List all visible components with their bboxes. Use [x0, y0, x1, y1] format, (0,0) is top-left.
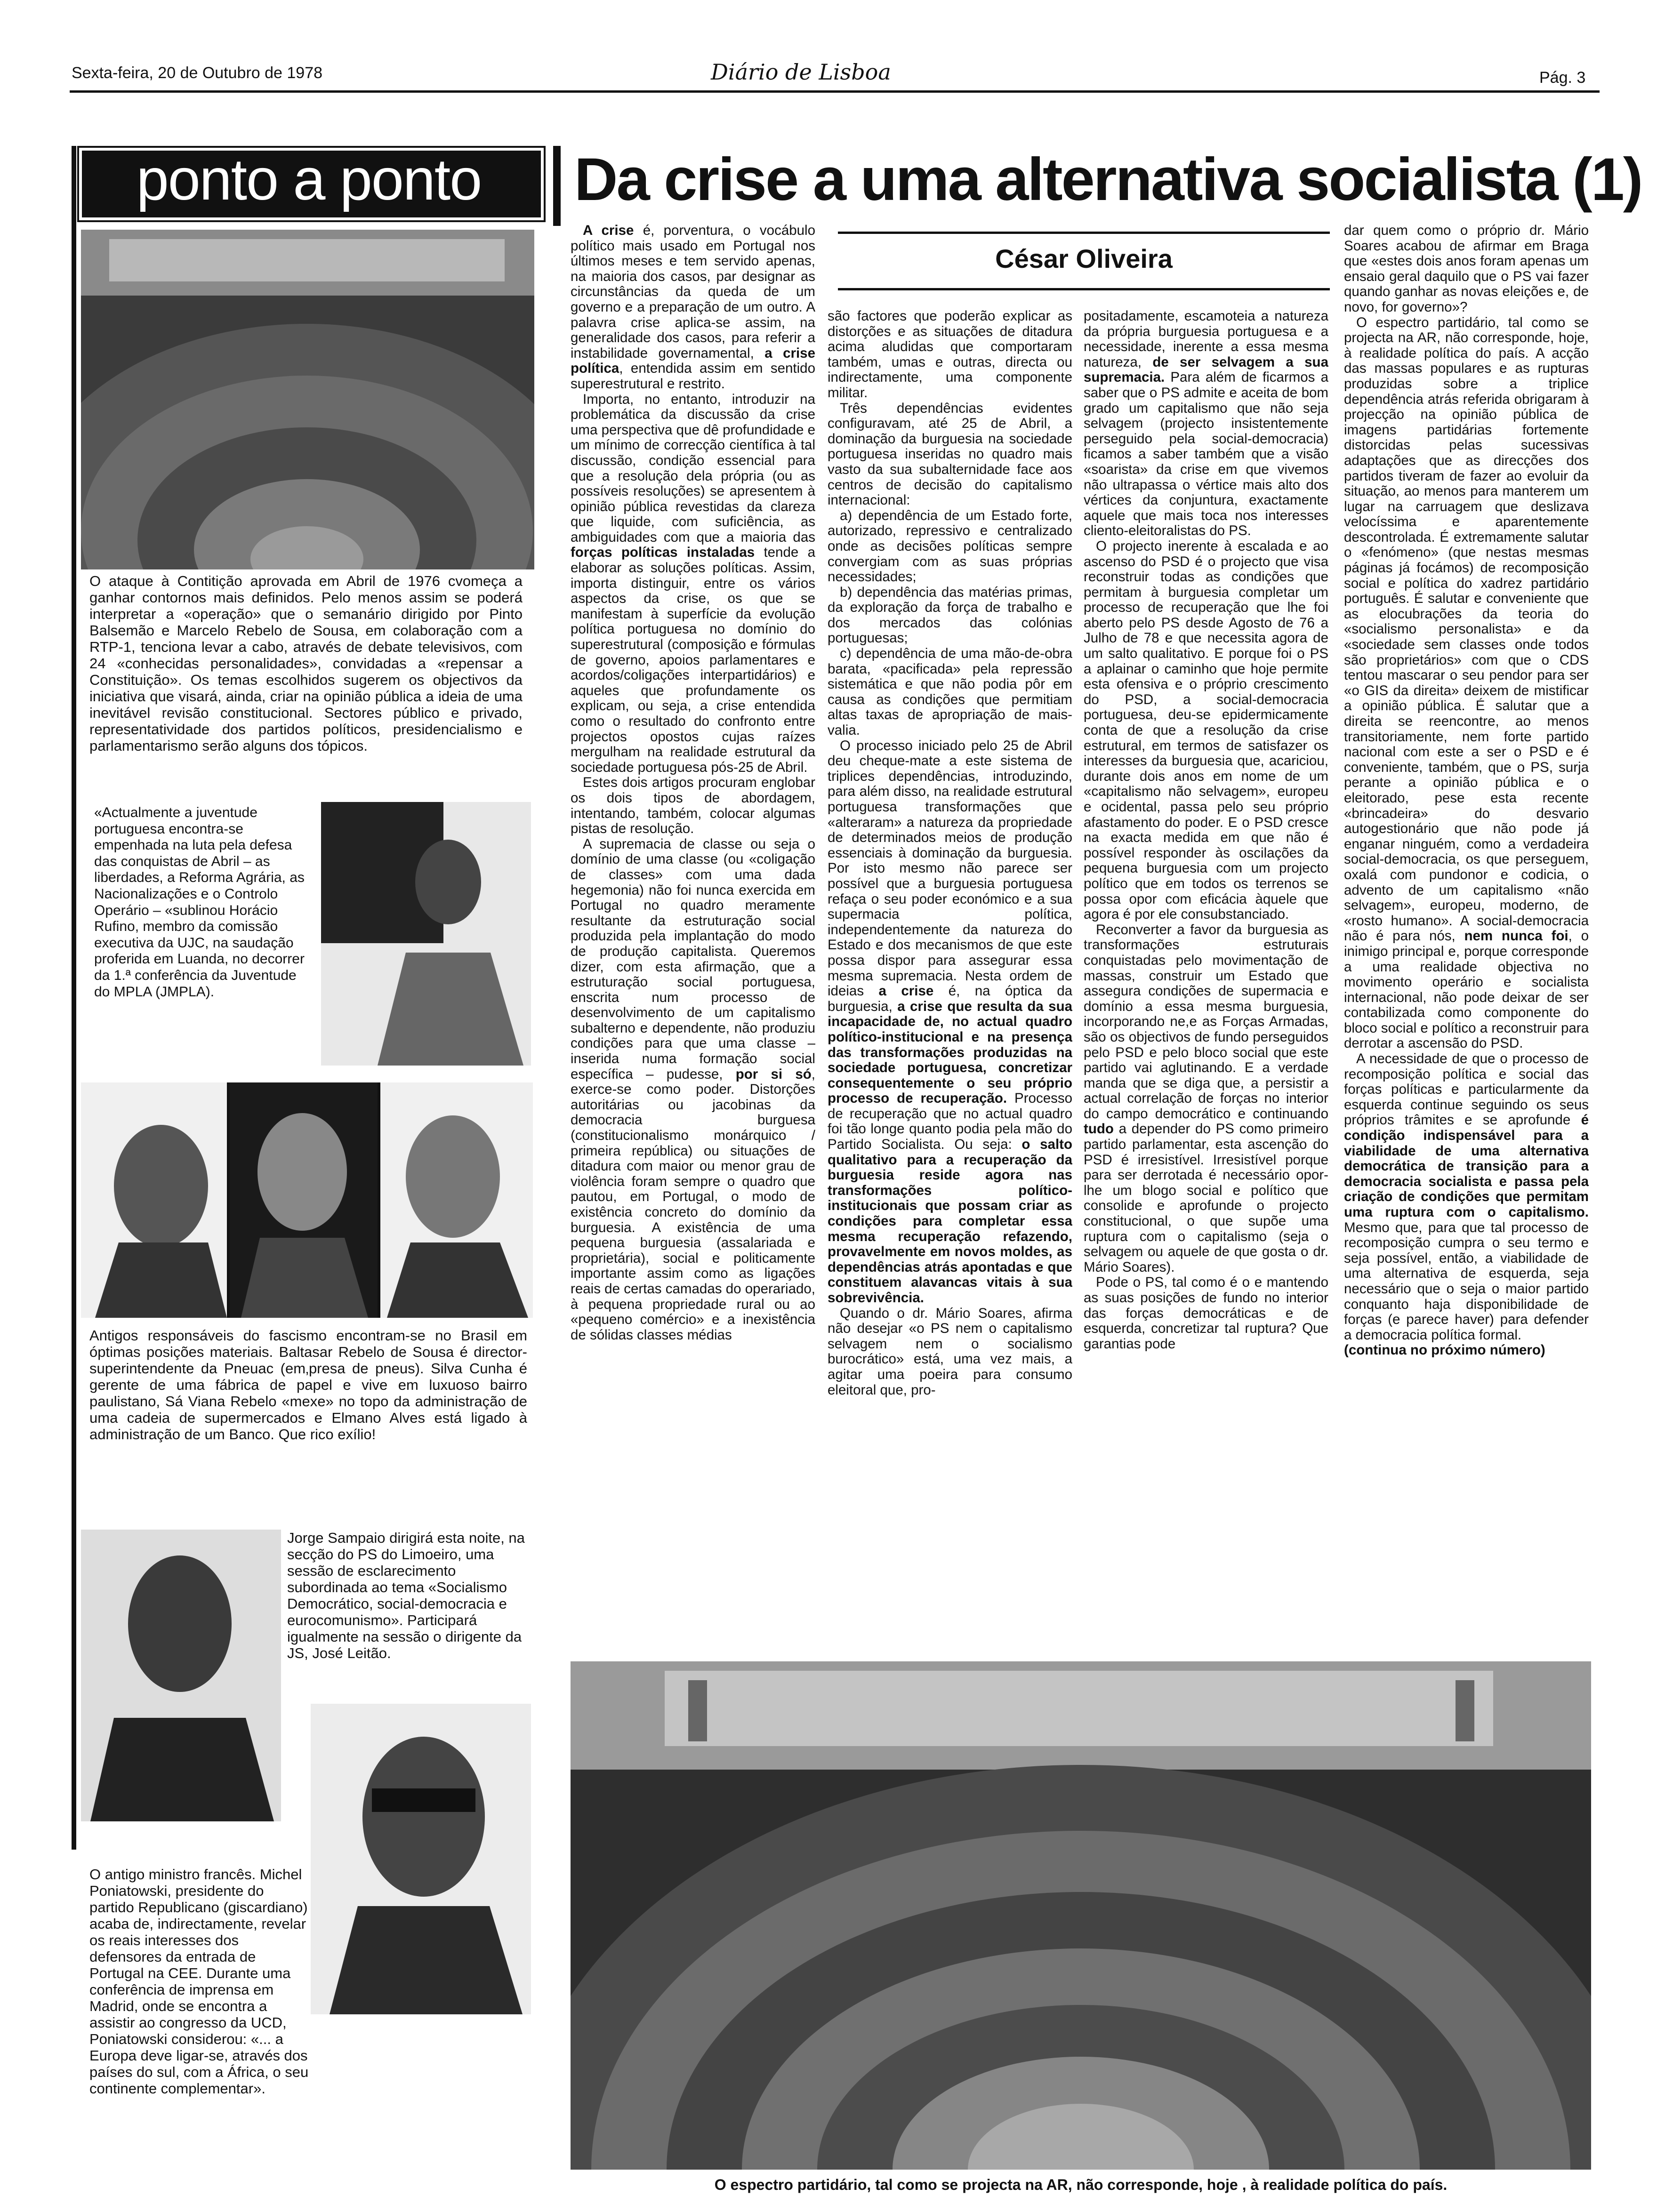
- portrait-photo-rufino: [321, 802, 531, 1066]
- sidebar-caption-youth: «Actualmente a juventude portuguesa encontra-se empenhada na luta pela defesa das conquistas de Abril – as liberdades, a Reforma Agrária, as Nacionalizações e o Controlo Operário – «sublinou Horácio Rufino, membro da comissão executiva da UJC, na saudação proferida em Luanda, no decorrer da 1.ª conferência da Juventude do MPLA (JMPLA).: [94, 805, 305, 1000]
- article-author: César Oliveira: [995, 244, 1173, 273]
- article-column-3: positadamente, escamoteia a natureza da própria burguesia portuguesa e a necessidade, inerente a essa mesma natureza, de ser selvagem a sua supremacia. Para além de ficarmos a saber que o PS admite e aceita de bom grado um capitalismo que não seja selvagem (projecto insistentemente perseguido pela social-democracia) ficamos a saber também que a visão «soarista» da crise em que vivemos não ultrapassa o vértice mais alto dos vértices da conjuntura, exactamente aquele que mais toca nos interesses cliento-eleitoralistas do PS. O projecto inerente à escalada e ao ascenso do PSD é o projecto que visa reconstruir todas as condições que permitam à burguesia completar um processo de recuperação que lhe foi aberto pelo PS desde Agosto de 76 a Julho de 78 e que necessita agora de um salto qualitativo. E porque foi o PS a aplainar o caminho que hoje permite esta ofensiva e o próprio crescimento do PSD, a social-democracia portuguesa, deu-se epidermicamente conta de que a resolução da crise estrutural, em termos de satisfazer os interesses da burguesia que, acariciou, durante dois anos em nome de um «capitalismo não selvagem», europeu e ocidental, passa pelo seu próprio afastamento do poder. E o PSD cresce na exacta medida em que não é possível responder às oscilações da pequena burguesia com um projecto político que em todos os terrenos se possa opor com eficácia àquele que agora é por ele consubstanciado. Reconverter a favor da burguesia as transformações estruturais conquistadas pelo movimentação de massas, construir um Estado que assegura condições de supermacia e domínio a essa mesma burguesia, incorporando ne,e as Forças Armadas, são os objectivos de fundo perseguidos pelo PSD e pelo bloco social que este partido vai aglutinando. E a verdade manda que se diga que, a persistir a actual correlação de forças no interior do campo democrático e continuando tudo a depender do PS como primeiro partido parlamentar, esta ascenção do PSD é irresistível. Irresistível porque para ser derrotada é necessário opor-lhe um blogo social e político que consolide e aprofunde o projecto constitucional, o que supõe uma ruptura com o capitalismo (seja o selvagem ou aquele de que gosta o dr. Mário Soares). Pode o PS, tal como é o e mantendo as suas posições de fundo no interior das forças democráticas e de esquerda, concretizar tal ruptura? Que garantias pode: [1084, 309, 1328, 1352]
- portrait-photo-poniatowski: [311, 1704, 531, 2014]
- portraits-fascists-photo: [81, 1082, 533, 1318]
- masthead-rule: [70, 90, 1600, 93]
- bottom-photo-caption: O espectro partidário, tal como se projecta na AR, não corresponde, hoje , à realidade política do país.: [714, 2176, 1448, 2193]
- sidebar-caption-sampaio: Jorge Sampaio dirigirá esta noite, na secção do PS do Limoeiro, uma sessão de esclarecimento subordinada ao tema «Socialismo Democrático, social-democracia e eurocomunismo». Participará igualmente na sessão o dirigente da JS, José Leitão.: [287, 1530, 525, 1661]
- article-column-1: A crise é, porventura, o vocábulo político mais usado em Portugal nos últimos meses e tem servido apenas, na maioria dos casos, par designar as circunstâncias da queda de um governo e a preparação de um outro. A palavra crise aplica-se assim, na generalidade dos casos, para referir a instabilidade governamental, a crise política, entendida assim em sentido superestrutural e restrito. Importa, no entanto, introduzir na problemática da discussão da crise uma perspectiva que dê profundidade e um mínimo de correcção científica à tal discussão, condição essencial para que a resolução dela própria (ou as possíveis resoluções) se apresentem à opinião pública revestidas da clareza que liquide, com suficiência, as ambiguidades com que a maioria das forças políticas instaladas tende a elaborar as soluções políticas. Assim, importa distinguir, entre os vários aspectos da crise, os que se manifestam à superfície da evolução política portuguesa no domínio do superestrutural (composição e fórmulas de governo, apoios parlamentares e acordos/coligações interpartidários) e aqueles que profundamente os explicam, ou seja, a crise entendida como o resultado do confronto entre projectos opostos cujas raízes mergulham na realidade estrutural da sociedade portuguesa pós-25 de Abril. Estes dois artigos procuram englobar os dois tipos de abordagem, intentando, também, colocar algumas pistas de resolução. A supremacia de classe ou seja o domínio de uma classe (ou «coligação de classes» com uma dada hegemonia) não foi nunca exercida em Portugal no quadro meramente resultante da estruturação social produzida pela implantação do modo de produção capitalista. Queremos dizer, com esta afirmação, que a estruturação social portuguesa, enscrita num processo de desenvolvimento de um capitalismo subalterno e dependente, não produziu condições para que uma classe – inserida numa formação social específica – pudesse, por si só, exerce-se como poder. Distorções autoritárias ou jacobinas da democracia burguesa (constitucionalismo monárquico / primeira república) ou situações de ditadura com maior ou menor grau de violência foram sempre o quadro que pautou, em Portugal, o modo de existência concreto do domínio da burguesia. A existência de uma pequena burguesia (assalariada e proprietária), social e politicamente importante assim como as ligações reais de certas camadas do operariado, à pequena propriedade rural ou ao «pequeno comércio» e a inexistência de sólidas classes médias: [571, 223, 815, 1343]
- portrait-photo-icon: [81, 1530, 281, 1821]
- portrait-photo-sampaio: [81, 1530, 281, 1821]
- sidebar-caption-poniatowski: O antigo ministro francês. Michel Poniatowski, presidente do partido Republicano (giscardiano) acaba de, indirectamente, revelar os reais interesses dos defensores da entrada de Portugal na CEE. Durante uma conferência de imprensa em Madrid, onde se encontra a assistir ao congresso da UCD, Poniatowski considerou: «... a Europa deve ligar-se, através dos países do sul, com a África, o seu continente complementar».: [89, 1866, 309, 2097]
- sidebar-title: ponto a ponto: [136, 147, 482, 212]
- portrait-photo-icon: [311, 1704, 531, 2014]
- parliament-photo-top: [81, 230, 534, 569]
- masthead-date: Sexta-feira, 20 de Outubro de 1978: [72, 64, 323, 82]
- parliament-photo-icon: [81, 230, 534, 569]
- portrait-photo-icon: [321, 802, 531, 1066]
- sidebar-caption-constitution: O ataque à Contitição aprovada em Abril de 1976 cvomeça a ganhar contornos mais definidos. Pelo menos assim se poderá interpretar a «operação» que o semanário dirigido por Pinto Balsemão e Marcelo Rebelo de Sousa, em colaboração com a RTP-1, tenciona levar a cabo, através de debate televisivos, com 24 «conhecidas personalidades», convidadas a «repensar a Constituição». Os temas escolhidos sugerem os objectivos da iniciativa que visará, ainda, criar na opinião pública a ideia de uma inevitável revisão constitucional. Sectores público e privado, representatividade dos partidos políticos, presidencialismo e parlamentarismo serão alguns dos tópicos.: [89, 573, 523, 754]
- sidebar-left-rule: [72, 146, 76, 1850]
- portrait-photo-icon: [81, 1082, 533, 1318]
- headline-left-rule: [553, 146, 561, 226]
- author-top-rule: [838, 232, 1330, 234]
- author-bottom-rule: [838, 288, 1330, 290]
- parliament-photo-bottom: [571, 1661, 1591, 2170]
- masthead-newspaper-name: Diário de Lisboa: [711, 59, 891, 85]
- article-headline: Da crise a uma alternativa socialista (1): [574, 146, 1642, 213]
- parliament-photo-icon: [571, 1661, 1591, 2170]
- sidebar-caption-fascists: Antigos responsáveis do fascismo encontram-se no Brasil em óptimas posições materiais. Baltasar Rebelo de Sousa é director-superintendente da Pneuac (em‚presa de pneus). Silva Cunha é gerente de uma fábrica de papel e vive em luxuoso bairro paulistano, Sá Viana Rebelo «mexe» no topo da administração de uma cadeia de supermercados e Elmano Alves está ligado à administração de um Banco. Que rico exílio!: [89, 1327, 527, 1443]
- masthead-page-number: Pág. 3: [1539, 69, 1586, 87]
- article-column-2: são factores que poderão explicar as distorções e as situações de ditadura acima aludidas que comportaram também, umas e outras, directa ou indirectamente, uma componente militar. Três dependências evidentes configuravam, até 25 de Abril, a dominação da burguesia na sociedade portuguesa inseridas no quadro mais vasto da sua subalternidade face aos centros de decisão do capitalismo internacional: a) dependência de um Estado forte, autorizado, repressivo e centralizado onde as decisões políticas sempre convergiam com as suas próprias necessidades; b) dependência das matérias primas, da exploração da força de trabalho e dos mercados das colónias portuguesas; c) dependência de uma mão-de-obra barata, «pacificada» pela repressão sistemática e que não podia pôr em causa as condições que permitiam altas taxas de apropriação de mais-valia. O processo iniciado pelo 25 de Abril deu cheque-mate a este sistema de triplices dependências, introduzindo, para além disso, na realidade estrutural portuguesa transformações que «alteraram» a natureza da propriedade de determinados meios de produção essenciais à dominação da burguesia. Por isto mesmo não parece ser possível que a burguesia portuguesa refaça o seu poder económico e a sua supermacia política, independentemente da natureza do Estado e dos mecanismos de que este possa dispor para assegurar essa mesma supremacia. Nesta ordem de ideias a crise é, na óptica da burguesia, a crise que resulta da sua incapacidade de, no actual quadro político-institucional e na presença das transformações produzidas na sociedade portuguesa, concretizar consequentemente o seu próprio processo de recuperação. Processo de recuperação que no actual quadro foi tão longe quanto podia pela mão do Partido Socialista. Ou seja: o salto qualitativo para a recuperação da burguesia reside agora nas transformações político-institucionais que possam criar as condições para completar essa mesma recuperação refazendo, provavelmente em novos moldes, as dependências atrás apontadas e que constituem alavancas vitais à sua sobrevivência. Quando o dr. Mário Soares, afirma não desejar «o PS nem o capitalismo selvagem nem o socialismo burocrático» está, uma vez mais, a agitar uma poeira para consumo eleitoral que, pro-: [828, 309, 1072, 1398]
- article-column-4: dar quem como o próprio dr. Mário Soares acabou de afirmar em Braga que «estes dois anos foram apenas um ensaio geral daquilo que o PS vai fazer quando ganhar as novas eleições e, de novo, for governo»? O espectro partidário, tal como se projecta na AR, não corresponde, hoje, à realidade política do país. A acção das massas populares e as rupturas produzidas sobre a triplice dependência atrás referida obrigaram à projecção na opinião pública de imagens partidárias fortemente distorcidas pelas sucessivas adaptações que as direcções dos partidos tiveram de fazer ao evoluir da situação, ao menos para manterem um lugar na carruagem que deslizava velocíssima e aparentemente descontrolada. É extremamente salutar o «fenómeno» (que nestas mesmas páginas já focámos) de recomposição social e política do xadrez partidário português. É salutar e conveniente que as elocubrações da teoria do «socialismo personalista» e da «sociedade sem classes onde todos são proprietários» com que o CDS tentou mascarar o seu pendor para ser «o GIS da direita» deixem de mistificar a opinião pública. É salutar que a direita se reencontre, ao menos transitoriamente, nem forte partido nacional com este a ser o PSD e é conveniente, também, que o PS, surja perante a opinião pública e o eleitorado, pese esta recente «brincadeira» do desvario autogestionário que não pode já enganar ninguém, como a verdadeira social-democracia, os que perseguem, oxalá com pundonor e codicia, o advento de um capitalismo «não selvagem», europeu, moderno, de «rosto humano». A social-democracia não é para nós, nem nunca foi, o inimigo principal e, porque corresponde a uma realidade objectiva no movimento operário e socialista internacional, não pode deixar de ser contabilizada como componente do bloco social e político a reconstruir para derrotar a ascensão do PSD. A necessidade de que o processo de recomposição política e social das forças políticas e particularmente da esquerda continue seguindo os seus próprios trâmites e se aprofunde é condição indispensável para a viabilidade de uma alternativa democrática de transição para a democracia socialista e passa pela criação de condições que permitam uma ruptura com o capitalismo. Mesmo que, para que tal processo de recomposição cumpra o seu termo e seja possível, então, a viabilidade de uma alternativa de esquerda, seja necessário que o seja o maior partido conquanto haja disponibilidade de forças (e parece haver) para defender a democracia política formal. (continua no próximo número): [1344, 223, 1589, 1358]
- article-continued: (continua no próximo número): [1344, 1342, 1545, 1358]
